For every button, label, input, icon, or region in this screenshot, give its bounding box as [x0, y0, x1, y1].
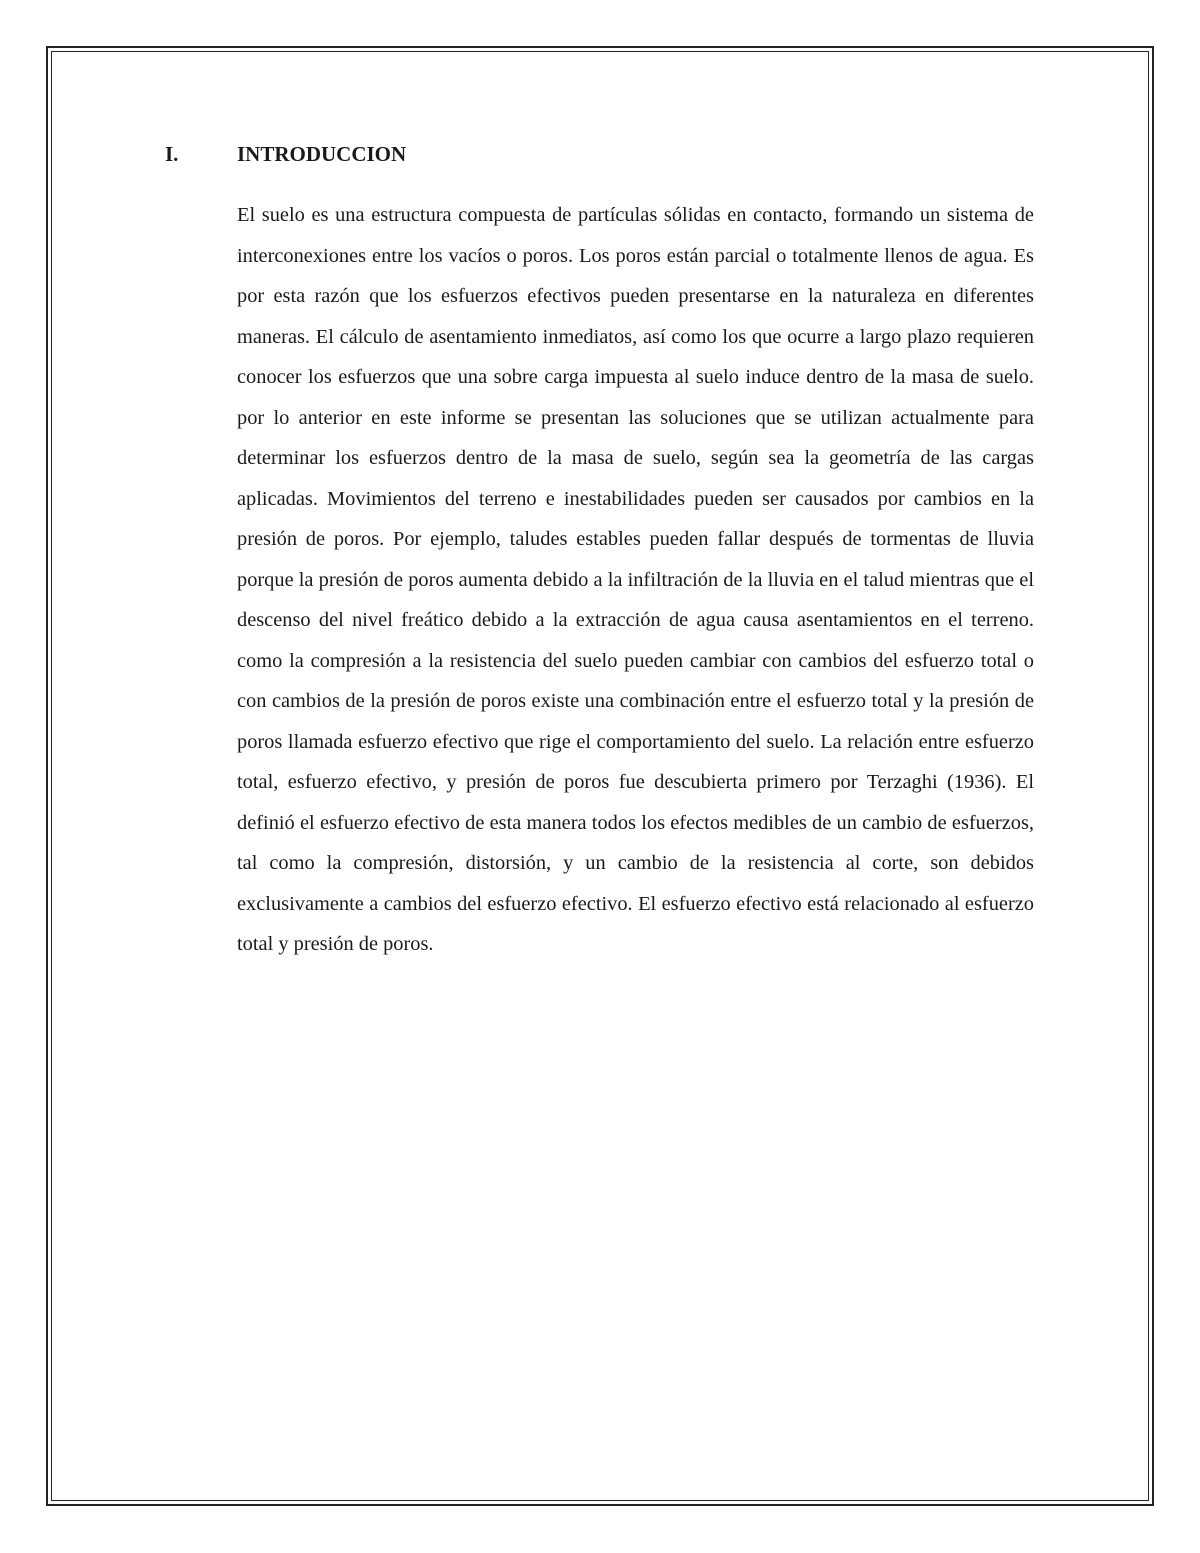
body-paragraph: El suelo es una estructura compuesta de partículas sólidas en contacto, formando un sistema de interconexiones entre los vacíos o poros. Los poros están parcial o totalmente llenos de agua. Es por esta razón que los esfuerzos efectivos pueden presentarse en la naturaleza en diferentes maneras. El cálculo de asentamiento inmediatos, así como los que ocurre a largo plazo requieren conocer los esfuerzos que una sobre carga impuesta al suelo induce dentro de la masa de suelo. por lo anterior en este informe se presentan las soluciones que se utilizan actualmente para determinar los esfuerzos dentro de la masa de suelo, según sea la geometría de las cargas aplicadas. Movimientos del terreno e inestabilidades pueden ser causados por cambios en la presión de poros. Por ejemplo, taludes estables pueden fallar después de tormentas de lluvia porque la presión de poros aumenta debido a la infiltración de la lluvia en el talud mientras que el descenso del nivel freático debido a la extracción de agua causa asentamientos en el terreno. como la compresión a la resistencia del suelo pueden cambiar con cambios del esfuerzo total o con cambios de la presión de poros existe una combinación entre el esfuerzo total y la presión de poros llamada esfuerzo efectivo que rige el comportamiento del suelo. La relación entre esfuerzo total, esfuerzo efectivo, y presión de poros fue descubierta primero por Terzaghi (1936). El definió el esfuerzo efectivo de esta manera todos los efectos medibles de un cambio de esfuerzos, tal como la compresión, distorsión, y un cambio de la resistencia al corte, son debidos exclusivamente a cambios del esfuerzo efectivo. El esfuerzo efectivo está relacionado al esfuerzo total y presión de poros. — [237, 204, 1034, 955]
section-number: I. — [165, 142, 179, 166]
section-title: INTRODUCCION — [237, 142, 407, 166]
